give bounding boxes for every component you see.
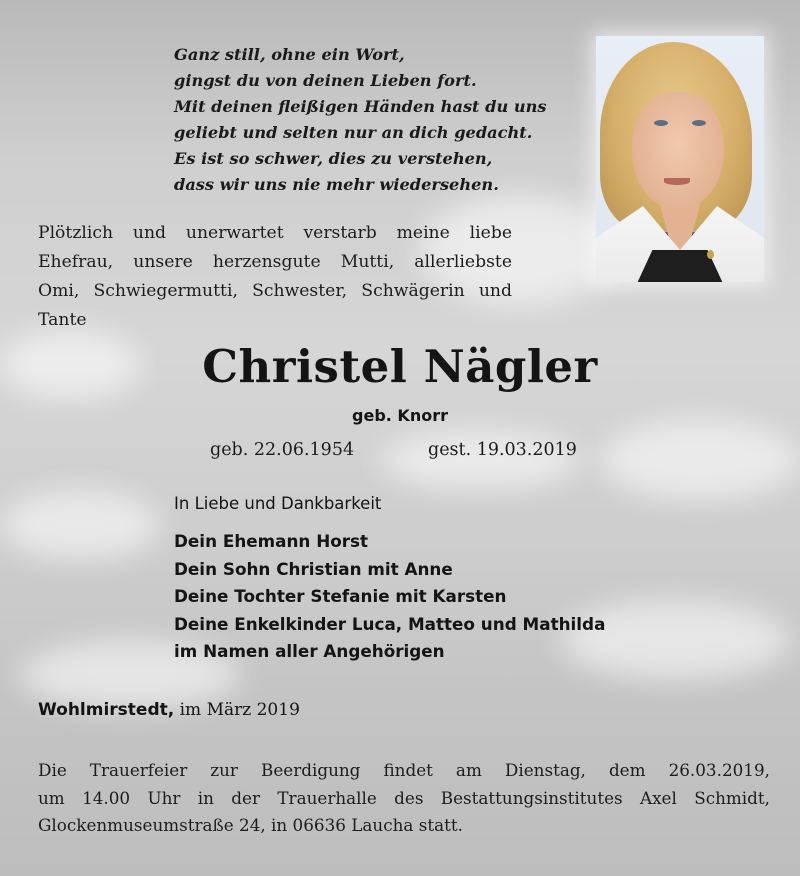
intro-line: Tante [38, 310, 87, 330]
poem-line: dass wir uns nie mehr wiedersehen. [174, 175, 499, 194]
portrait-eye [692, 120, 706, 126]
death-date: gest. 19.03.2019 [428, 440, 577, 460]
service-line: Die Trauerfeier zur Beerdigung findet am Dienstag, dem 26.03.2019, [38, 760, 770, 780]
poem-line: Mit deinen fleißigen Händen hast du uns [174, 97, 547, 116]
portrait-photo [596, 36, 764, 282]
mourners-list [174, 528, 605, 666]
mourner-item: im Namen aller Angehörigen [174, 641, 445, 661]
portrait-face [632, 92, 724, 210]
portrait-mouth [664, 178, 690, 185]
intro-line: Omi, Schwiegermutti, Schwester, Schwägerin und [38, 281, 512, 301]
poem [174, 42, 594, 198]
funeral-service-text [38, 757, 770, 840]
intro-line: Ehefrau, unsere herzensgute Mutti, allerliebste [38, 252, 512, 272]
maiden-name: geb. Knorr [352, 406, 448, 425]
cloud-decoration [600, 420, 800, 500]
mourner-item: Deine Tochter Stefanie mit Karsten [174, 586, 507, 606]
mourner-item: Deine Enkelkinder Luca, Matteo und Mathilda [174, 613, 606, 634]
poem-line: gingst du von deinen Lieben fort. [174, 71, 477, 90]
deceased-name: Christel Nägler [202, 340, 598, 393]
cloud-decoration [380, 430, 580, 490]
intro-line: Plötzlich und unerwartet verstarb meine liebe [38, 223, 512, 243]
service-line: Glockenmuseumstraße 24, in 06636 Laucha statt. [38, 815, 463, 835]
portrait-eye [654, 120, 668, 126]
poem-line: geliebt und selten nur an dich gedacht. [174, 123, 533, 142]
place-and-date [38, 700, 300, 720]
gratitude-line: In Liebe und Dankbarkeit [174, 494, 382, 513]
poem-line: Ganz still, ohne ein Wort, [174, 45, 405, 64]
cloud-decoration [0, 490, 160, 560]
portrait-pendant [707, 250, 714, 259]
place-date: im März 2019 [179, 700, 300, 720]
death-announcement-text [38, 219, 512, 335]
place-town: Wohlmirstedt, [38, 700, 175, 720]
poem-line: Es ist so schwer, dies zu verstehen, [174, 149, 493, 168]
mourner-item: Dein Sohn Christian mit Anne [174, 558, 453, 579]
mourner-item: Dein Ehemann Horst [174, 531, 369, 551]
birth-date: geb. 22.06.1954 [210, 440, 355, 460]
service-line: um 14.00 Uhr in der Trauerhalle des Bestattungsinstitutes Axel Schmidt, [38, 787, 770, 808]
